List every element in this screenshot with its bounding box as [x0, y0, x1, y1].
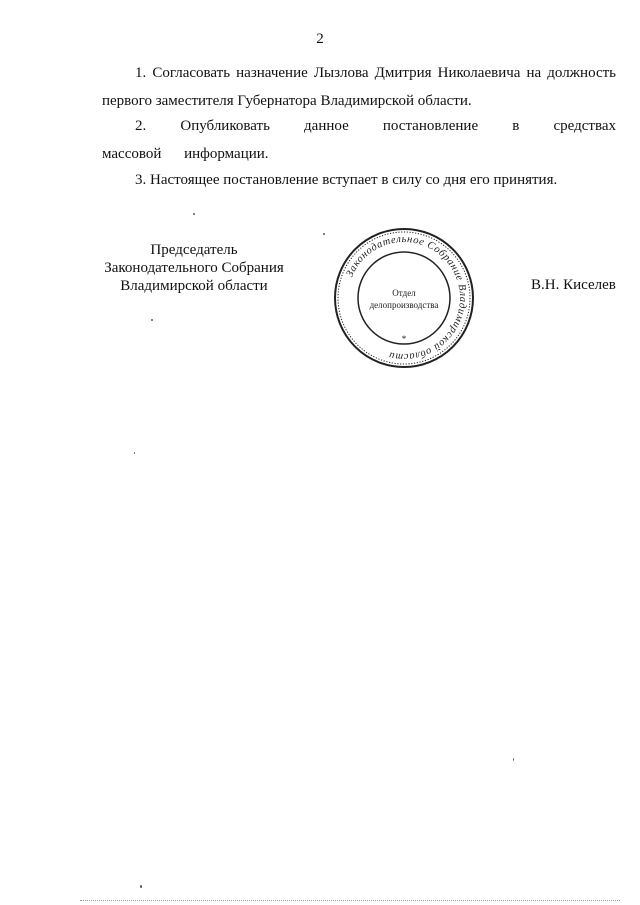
page-number: 2 — [316, 31, 324, 47]
seal-inner-ring — [358, 252, 450, 344]
signer-name: В.Н. Киселев — [531, 277, 616, 293]
scan-speck — [513, 758, 514, 761]
seal-inner-line-1: Отдел — [392, 288, 416, 298]
official-seal — [332, 226, 476, 370]
bottom-scan-edge — [80, 900, 620, 901]
paragraph-2: 2. Опубликовать данное постановление в средствах массовой информации. — [102, 118, 616, 162]
signer-title-line-1: Председатель — [150, 242, 238, 258]
signer-title-line-3: Владимирской области — [120, 278, 268, 294]
seal-star-icon: * — [401, 334, 407, 344]
scan-speck — [140, 885, 142, 888]
scan-speck — [151, 319, 153, 321]
scan-speck — [134, 452, 135, 454]
paragraph-1: 1. Согласовать назначение Лызлова Дмитрия Николаевича на должность первого заместителя Губернатора Владимирской области. — [102, 65, 616, 109]
signer-title — [98, 241, 290, 295]
seal-inner-line-2: делопроизводства — [369, 300, 439, 310]
signer-title-line-2: Законодательного Собрания — [104, 260, 284, 276]
seal-outer-ring — [335, 229, 473, 367]
seal-outer-text: Законодательное Собрание Владимирской области — [344, 233, 469, 363]
scan-speck — [323, 233, 325, 235]
scan-speck — [193, 213, 195, 215]
paragraph-3: 3. Настоящее постановление вступает в силу со дня его принятия. — [135, 172, 558, 188]
